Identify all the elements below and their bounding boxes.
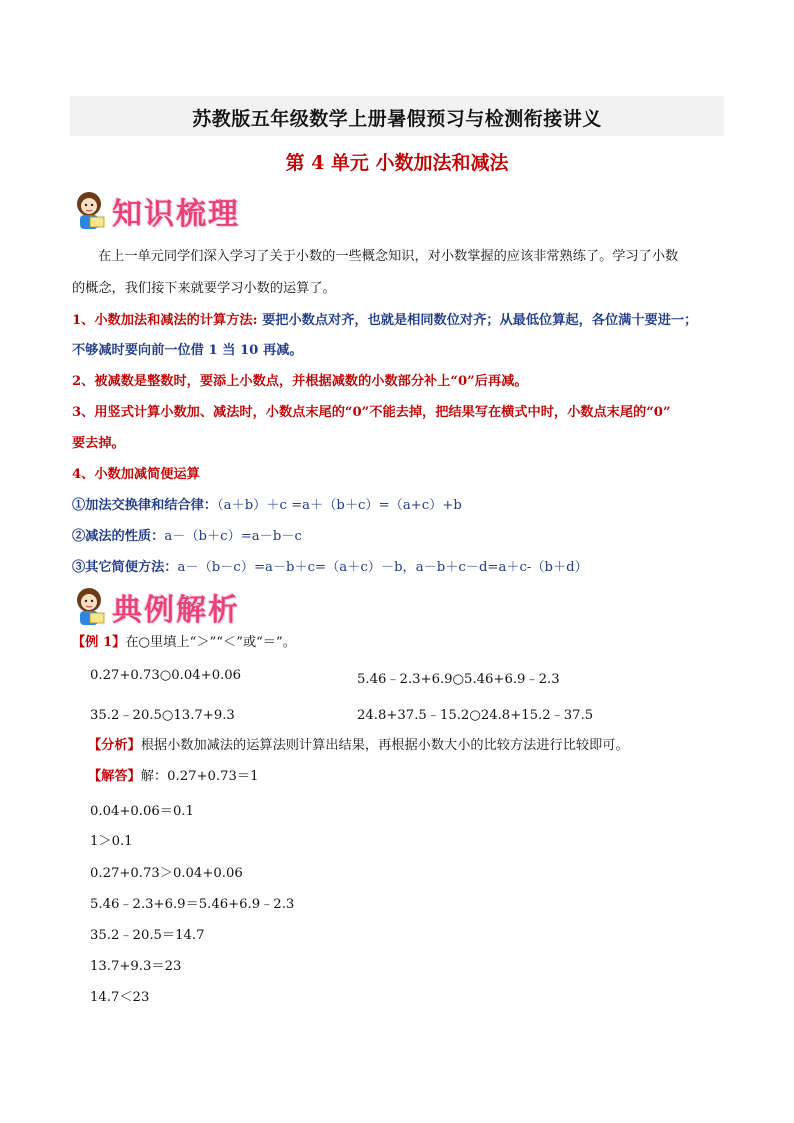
analysis-text: 根据小数加减法的运算法则计算出结果，再根据小数大小的比较方法进行比较即可。	[140, 738, 629, 753]
answer-step: 14.7＜23	[90, 990, 150, 1005]
answer-line-0	[88, 768, 748, 786]
examples-banner	[74, 584, 240, 630]
answer-step: 0.27+0.73＞0.04+0.06	[90, 866, 243, 881]
point-4a-formula: （a＋b）＋c =a＋（b＋c）=（a+c）+b	[217, 498, 462, 513]
point-4a-label: ①加法交换律和结合律：	[72, 498, 218, 513]
unit-title: 第 4 单元 小数加法和减法	[285, 152, 509, 174]
example-1-prompt	[72, 634, 732, 652]
knowledge-banner	[74, 188, 240, 234]
girl-mascot-icon	[74, 586, 108, 628]
point-4b-label: ②减法的性质：	[72, 529, 165, 544]
point-4b-formula: a－（b＋c）=a－b－c	[164, 529, 302, 544]
point-1	[72, 312, 732, 330]
point-4c-formula: a－（b－c）=a－b＋c=（a＋c）－b，a－b＋c－d=a＋c-（b＋d）	[177, 560, 588, 575]
point-4a	[72, 497, 732, 515]
intro-line-2: 的概念，我们接下来就要学习小数的运算了。	[72, 281, 336, 296]
answer-tag: 【解答】	[88, 769, 141, 784]
girl-mascot-icon	[74, 190, 108, 232]
point-4: 4、小数加减简便运算	[72, 467, 200, 482]
example-1-q2: 5.46﹣2.3+6.9○5.46+6.9﹣2.3	[357, 672, 560, 687]
point-1-line-2: 不够减时要向前一位借 1 当 10 再减。	[72, 343, 303, 358]
answer-step: 1＞0.1	[90, 834, 133, 849]
example-1-q3: 35.2﹣20.5○13.7+9.3	[90, 708, 235, 723]
example-1-tag: 【例 1】	[72, 635, 126, 650]
analysis-line	[88, 737, 748, 755]
point-2: 2、被减数是整数时，要添上小数点，并根据减数的小数部分补上“0”后再减。	[72, 374, 528, 389]
answer-step: 解：0.27+0.73＝1	[140, 769, 259, 784]
point-1-text: 要把小数点对齐，也就是相同数位对齐；从最低位算起，各位满十要进一；	[257, 313, 698, 328]
example-1-question: 在○里填上“＞”“＜”或“＝”。	[125, 635, 296, 650]
point-3-line-2: 要去掉。	[72, 436, 125, 451]
knowledge-heading: 知识梳理	[112, 197, 240, 232]
example-1-q1: 0.27+0.73○0.04+0.06	[90, 668, 242, 683]
point-3-line-1: 3、用竖式计算小数加、减法时，小数点末尾的“0”不能去掉，把结果写在横式中时，小数点末尾的“0”	[72, 405, 671, 420]
document-title: 苏教版五年级数学上册暑假预习与检测衔接讲义	[192, 108, 602, 130]
point-4c	[72, 559, 732, 577]
example-1-q4: 24.8+37.5﹣15.2○24.8+15.2﹣37.5	[357, 708, 594, 723]
intro-line-1: 在上一单元同学们深入学习了关于小数的一些概念知识，对小数掌握的应该非常熟练了。学习了小数	[98, 249, 679, 264]
examples-heading: 典例解析	[112, 593, 240, 628]
point-1-label: 1、小数加法和减法的计算方法:	[72, 313, 258, 328]
answer-step: 5.46﹣2.3+6.9＝5.46+6.9﹣2.3	[90, 897, 295, 912]
point-4c-label: ③其它简便方法：	[72, 560, 178, 575]
answer-step: 35.2﹣20.5＝14.7	[90, 928, 205, 943]
analysis-tag: 【分析】	[88, 738, 141, 753]
answer-step: 0.04+0.06＝0.1	[90, 804, 194, 819]
answer-step: 13.7+9.3＝23	[90, 959, 182, 974]
point-4b	[72, 528, 732, 546]
